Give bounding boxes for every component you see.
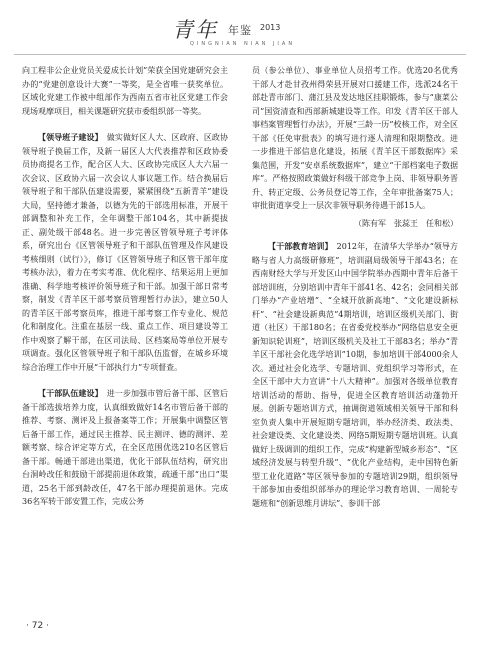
section-cadre-team: [22, 387, 228, 509]
yearbook-year: 2013: [260, 23, 281, 32]
section-education-training: [252, 240, 458, 510]
section-heading: 【干部教育培训】: [268, 242, 329, 251]
running-header: [0, 0, 480, 58]
right-column: [252, 64, 458, 514]
yearbook-logo-english: QINGNIAN NIAN JIAN: [190, 41, 296, 47]
header-divider: [14, 54, 466, 55]
section-body: 进一步加强市管后备干部、区管后备干部选拔培养力度，认真细致做好14名市管后备干部的推荐、考察、测评及上报备案等工作；开展集中调整区管后备干部工作，通过民主推荐、民主测评、德的测评、差额考察、综合评定等方式，在全区范围优选210名区管后备干部。畅通干部进出渠道，优化干部队伍结构，研究出台洞岭改任和鼓励干部提前退休政策，疏通干部“出口”渠道，25名干部到龄改任，47名干部办理提前退休。完成36名军转干部安置工作，完成公务: [22, 389, 229, 506]
page-number: · 72 ·: [26, 621, 49, 631]
yearbook-logo-badge: 年鉴: [228, 24, 252, 37]
author-credit: （陈有军 张蕊王 任和松）: [354, 218, 458, 228]
left-column: [22, 64, 228, 513]
section-leadership: [22, 131, 228, 374]
paragraph-continued: 向工程非公企业党员关爱成长计划”荣获全国党建研究会主办的“党建创意设计大赛”一等奖，是全省唯一获奖单位。区域化党建工作被中组部作为西南五省市社区党建工作会现场观摩项目，相关课题研究获市委组织部一等奖。: [22, 66, 228, 116]
yearbook-logo: 青年: [172, 18, 218, 42]
section-heading: 【领导班子建设】: [38, 133, 99, 142]
section-body: 2012年，在清华大学举办“领导方略与省人力高级研修班”，培训副局级领导干部43名；在西南财经大学与开发区山中国学院举办西期中青年后备干部培训班，分别培训中青年干部41名、42名；会同相关部门举办“产业培增”、“全城开放新高地”、“文化建设新标杆”、“社会建设新典范”4期培训，培训区级机关部门、街道（社区）干部180名；在省委党校举办“网络信息安全更新知识轮训班”，培训区级机关及社工干部83名；举办“青羊区干部社会化选学培训”10期，参加培训干部4000余人次。通过社会化选学、专题培训、党组织学习等形式，在全区干部中大力宣讲“十八大精神”。加强对各级单位教育培训活动的帮助、指导，促进全区教育培训活动蓬勃开展。创新专题培训方式，抽调街道领域相关领导干部和科室负责人集中开展短期专题培训，举办经济类、政法类、社会建设类、文化建设类、网络5期短期专题培训班。认真做好上级调训的组织工作，完成“构建新型城乡形态”、“区域经济发展与转型升级”、“优化产业结构，走中国特色新型工业化道路”等区领导参加的专题培训29期，组织领导干部参加由委组织部举办的理论学习教育培训、一周轮专题班和“创新思维月讲坛”、参训干部: [252, 242, 459, 508]
section-heading: 【干部队伍建设】: [38, 389, 99, 398]
section-body: 做实做好区人大、区政府、区政协领导班子换届工作，及新一届区人大代表推荐和区政协委员协商提名工作，配合区人大、区政协完成区人大六届一次会议、区政协六届一次会议人事议题工作。结合换届后领导班子和干部队伍建设需要，紧紧围绕“五新青羊”建设大局，坚持德才兼备，以德为先的干部选用标准，开展干部调整和补充工作，全年调整干部104名，其中新提拔正、副处级干部48名。进一步完善区管领导班子考评体系，研究出台《区管领导班子和干部队伍管理及作风建设考核细则（试行）》，修订《区管领导班子和区管干部年度考核办法》，着力在考实考准、优化程序、结果运用上更加准确、科学地考核评价领导班子和干部。加强干部日常考察，制发《青羊区干部考察员管理暂行办法》，建立50人的青羊区干部考察员库，推进干部考察工作专业化、规范化和制度化。注重在基层一线、重点工作、项目建设等工作中观察了解干部，在区司法局、区档案局等单位开展专项调查。强化区管领导班子和干部队伍监督，在城乡环境综合治理工作中开展“干部执行力”专项督查。: [22, 133, 229, 372]
paragraph-continued: 员（参公单位）、事业单位人员招考工作。优选20名优秀干部人才赴甘孜州得荣县开展对口援建工作，选派24名干部赴青市部门、蒲江县及发达地区挂职锻炼，参与“康菜公司”国资清查和西部新城建设等工作。印发《青羊区干部人事档案管理暂行办法》，开展“三龄一历”校核工作，对全区干部《任免审批表》的填写进行逐人清理和限期整改。进一步推进干部信息化建设，拓展《青羊区干部数据库》采集范围，开发“安卓系统数据库”，建立“干部档案电子数据库”。严格按照政策做好科级干部竞争上岗、非领导职务晋升、转正定级、公务员登记等工作，全年审批备案75人；审批街道享受上一层次非领导职务待遇干部15人。: [252, 66, 458, 210]
